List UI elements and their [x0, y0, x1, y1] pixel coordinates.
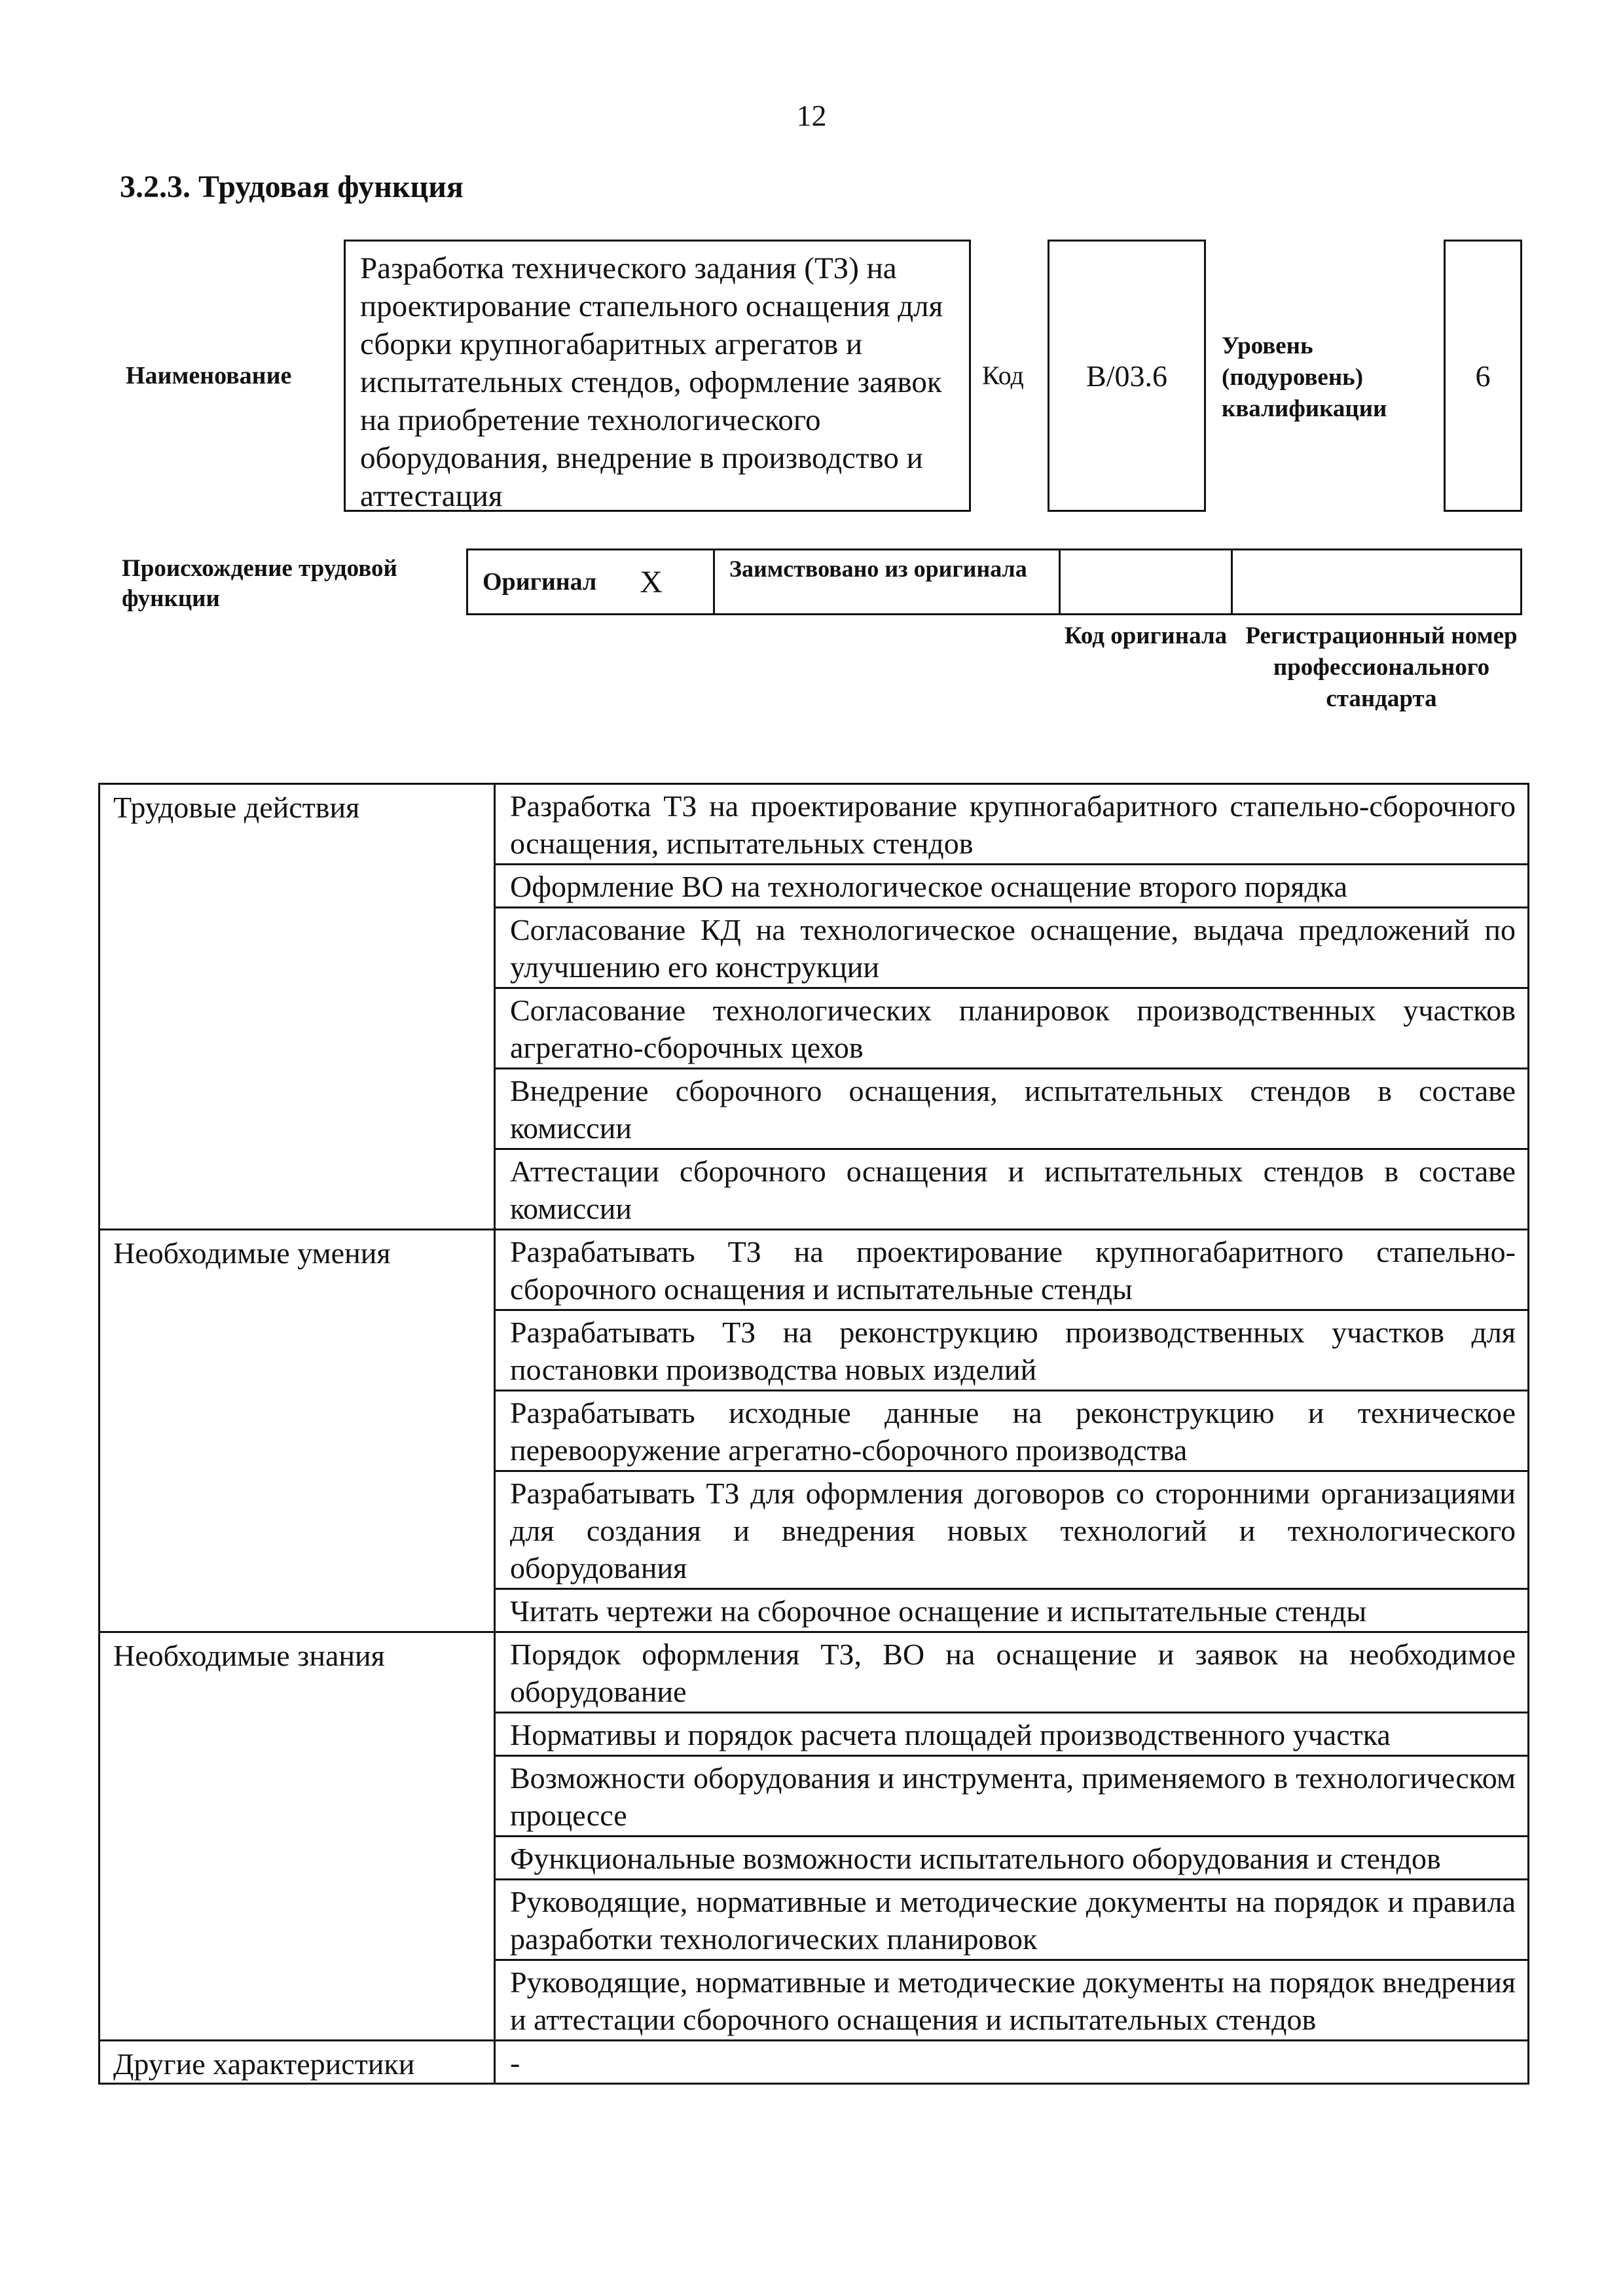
- category-required-knowledge: Необходимые знания: [100, 1632, 495, 1713]
- level-value-box: 6: [1444, 240, 1522, 512]
- table-row: [100, 1589, 1529, 1632]
- table-row: [100, 1756, 1529, 1837]
- table-row: [100, 1471, 1529, 1589]
- table-row: [100, 1880, 1529, 1960]
- table-cell: Согласование технологических планировок производственных участков агрегатно-сборочных цехов: [495, 988, 1529, 1069]
- table-cell: Оформление ВО на технологическое оснащение второго порядка: [495, 865, 1529, 908]
- table-cell: Разрабатывать ТЗ для оформления договоров со сторонними организациями для создания и внедрения новых технологий и технологического оборудования: [495, 1471, 1529, 1589]
- original-mark: X: [640, 564, 663, 600]
- table-row: [100, 865, 1529, 908]
- page-number: 12: [796, 99, 827, 132]
- table-cell: Разрабатывать исходные данные на реконструкцию и техническое перевооружение агрегатно-сборочного производства: [495, 1391, 1529, 1471]
- table-row: [100, 988, 1529, 1069]
- original-cell: [466, 548, 715, 615]
- reg-number-caption: Регистрационный номер профессионального стандарта: [1245, 622, 1518, 712]
- table-row: [100, 908, 1529, 988]
- original-code-caption: Код оригинала: [1064, 622, 1228, 649]
- table-row: [100, 1632, 1529, 1713]
- table-cell: Аттестации сборочного оснащения и испытательных стендов в составе комиссии: [495, 1149, 1529, 1230]
- table-cell: Согласование КД на технологическое оснащение, выдача предложений по улучшению его конструкции: [495, 908, 1529, 988]
- table-cell: Порядок оформления ТЗ, ВО на оснащение и заявок на необходимое оборудование: [495, 1632, 1529, 1713]
- original-code-cell: [1059, 548, 1233, 615]
- table-row: [100, 1149, 1529, 1230]
- table-cell: Разрабатывать ТЗ на реконструкцию производственных участков для постановки производства новых изделий: [495, 1310, 1529, 1391]
- table-cell: Руководящие, нормативные и методические документы на порядок и правила разработки технологических планировок: [495, 1880, 1529, 1960]
- level-label: Уровень (подуровень) квалификации: [1222, 332, 1387, 422]
- table-cell: Функциональные возможности испытательного оборудования и стендов: [495, 1837, 1529, 1880]
- table-cell: Нормативы и порядок расчета площадей производственного участка: [495, 1713, 1529, 1756]
- category-labor-actions: Трудовые действия: [100, 784, 495, 865]
- name-label: Наименование: [126, 362, 292, 389]
- labor-function-table: [98, 783, 1529, 2085]
- code-label: Код: [982, 361, 1024, 390]
- function-name-box: Разработка технического задания (ТЗ) на проектирование стапельного оснащения для сборки крупногабаритных агрегатов и испытательных стендов, оформление заявок на приобретение технологического оборудования, внедрение в производство и аттестация: [344, 240, 971, 512]
- table-row: [100, 1230, 1529, 1310]
- table-cell: Руководящие, нормативные и методические документы на порядок внедрения и аттестации сборочного оснащения и испытательных стендов: [495, 1960, 1529, 2041]
- reg-number-cell: [1231, 548, 1522, 615]
- table-row: [100, 2041, 1529, 2084]
- table-row: [100, 1960, 1529, 2041]
- table-cell: Разработка ТЗ на проектирование крупногабаритного стапельно-сборочного оснащения, испытательных стендов: [495, 784, 1529, 865]
- table-row: [100, 1310, 1529, 1391]
- table-row: [100, 1069, 1529, 1149]
- table-cell: -: [495, 2041, 1529, 2084]
- original-label: Оригинал: [483, 568, 597, 596]
- table-cell: Внедрение сборочного оснащения, испытательных стендов в составе комиссии: [495, 1069, 1529, 1149]
- table-cell: Читать чертежи на сборочное оснащение и испытательные стенды: [495, 1589, 1529, 1632]
- table-row: [100, 1391, 1529, 1471]
- table-row: [100, 1837, 1529, 1880]
- category-other-characteristics: Другие характеристики: [100, 2041, 495, 2084]
- origin-label: Происхождение трудовой функции: [122, 555, 397, 612]
- borrowed-cell: Заимствовано из оригинала: [713, 548, 1061, 615]
- table-row: [100, 784, 1529, 865]
- table-cell: Разрабатывать ТЗ на проектирование крупногабаритного стапельно-сборочного оснащения и испытательные стенды: [495, 1230, 1529, 1310]
- table-row: [100, 1713, 1529, 1756]
- category-required-skills: Необходимые умения: [100, 1230, 495, 1310]
- code-value-box: B/03.6: [1048, 240, 1206, 512]
- table-cell: Возможности оборудования и инструмента, применяемого в технологическом процессе: [495, 1756, 1529, 1837]
- section-title: 3.2.3. Трудовая функция: [120, 170, 464, 204]
